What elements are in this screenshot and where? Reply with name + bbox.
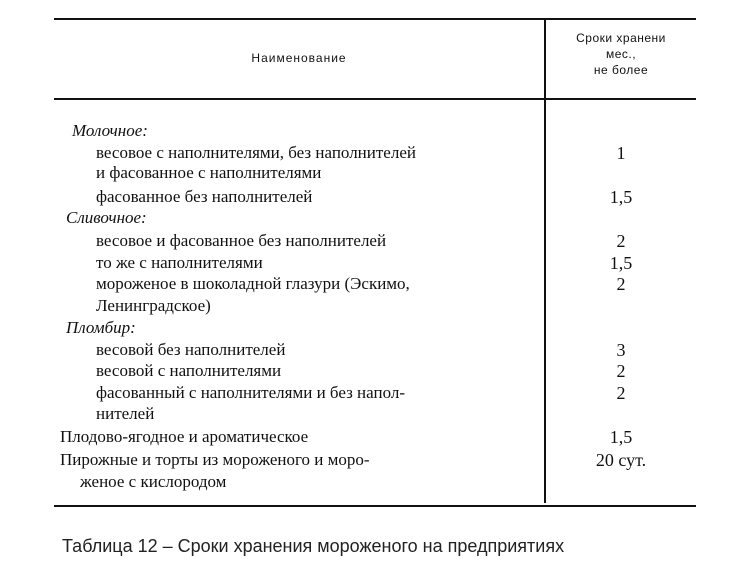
header-term: [546, 30, 696, 78]
row-value: 2: [616, 361, 626, 381]
row-label: женое с кислородом: [80, 472, 227, 491]
row-label: Плодово-ягодное и ароматическое: [60, 427, 309, 446]
header-name: Наименование: [251, 51, 347, 65]
header-divider: [54, 98, 696, 100]
row-label: весовой с наполнителями: [96, 361, 282, 380]
row-value: 1,5: [609, 427, 633, 447]
header-term-line: мес.,: [605, 47, 637, 61]
row-label: весовое с наполнителями, без наполнителей: [96, 143, 416, 162]
table-caption: Таблица 12 – Сроки хранения мороженого на предприятиях: [62, 536, 565, 556]
category-plombir: Пломбир:: [66, 318, 136, 337]
category-cream: Сливочное:: [66, 208, 147, 227]
row-value: 3: [616, 340, 626, 360]
row-label: фасованное без наполнителей: [96, 187, 313, 206]
row-label: мороженое в шоколадной глазури (Эскимо,: [96, 274, 410, 293]
row-value: 20 сут.: [595, 450, 647, 470]
row-label: нителей: [96, 404, 155, 423]
row-label: весовой без наполнителей: [96, 340, 286, 359]
row-value: 1,5: [609, 253, 633, 273]
header-term-line: Сроки хранени: [576, 31, 666, 45]
row-value: 1,5: [609, 187, 633, 207]
row-value: 2: [616, 383, 626, 403]
row-label: весовое и фасованное без наполнителей: [96, 231, 387, 250]
row-label: и фасованное с наполнителями: [96, 163, 322, 182]
header-term-line: не более: [593, 63, 649, 77]
category-dairy: Молочное:: [72, 121, 148, 140]
row-value: 1: [616, 143, 626, 163]
row-label: то же с наполнителями: [96, 253, 263, 272]
row-value: 2: [616, 274, 626, 294]
row-value: 2: [616, 231, 626, 251]
row-label: Ленинградское): [96, 296, 211, 315]
row-label: Пирожные и торты из мороженого и моро-: [60, 450, 370, 469]
row-label: фасованный с наполнителями и без напол-: [96, 383, 405, 402]
